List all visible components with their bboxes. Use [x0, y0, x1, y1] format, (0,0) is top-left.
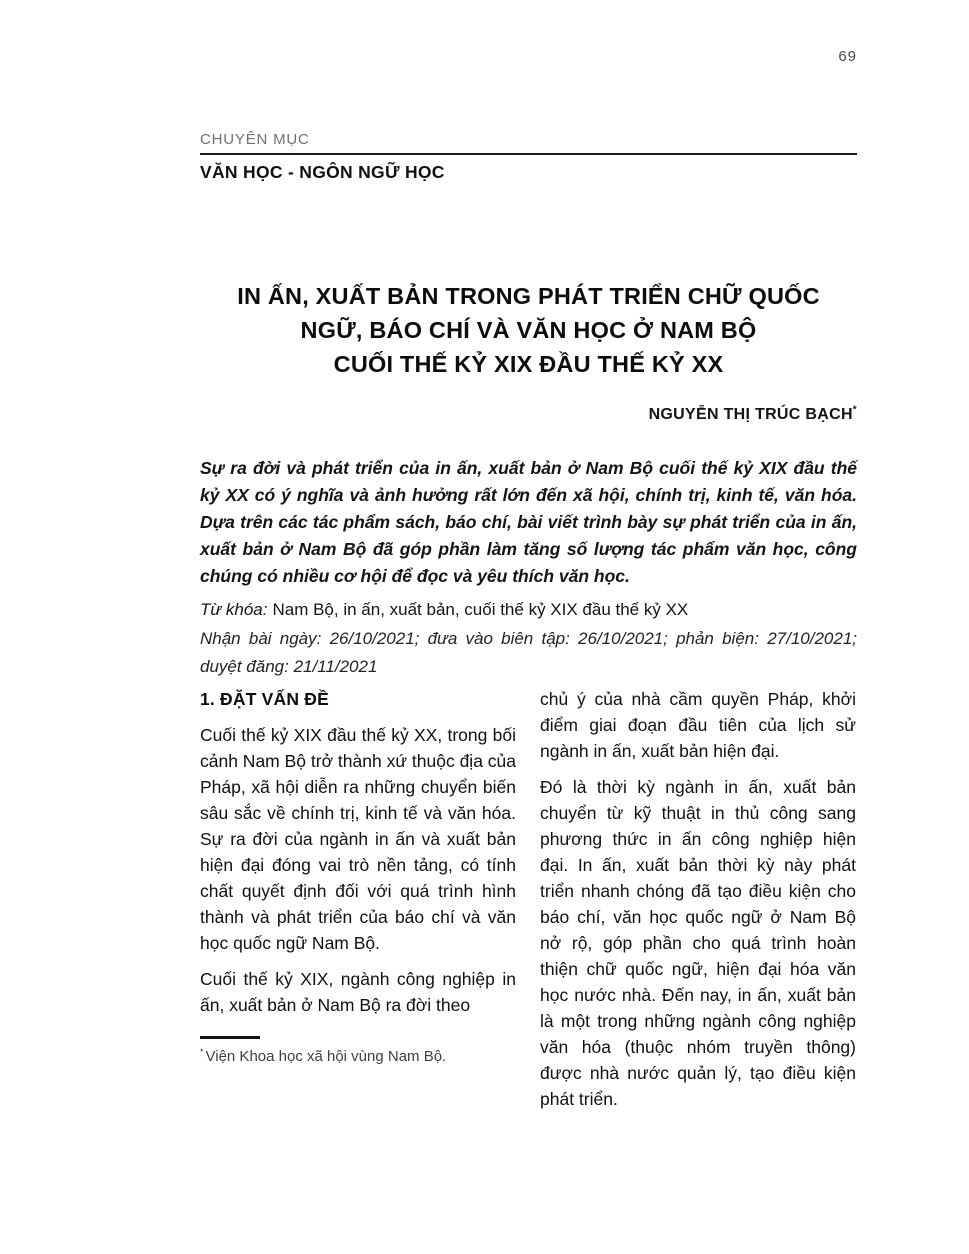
abstract-paragraph: Sự ra đời và phát triển của in ấn, xuất bản ở Nam Bộ cuối thế kỷ XIX đầu thế kỷ XX có ý nghĩa và ảnh hưởng rất lớn đến xã hội, chính trị, kinh tế, văn hóa. Dựa trên các tác phẩm sách, báo chí, bài viết trình bày sự phát triển của in ấn, xuất bản ở Nam Bộ đã góp phần làm tăng số lượng tác phẩm văn học, công chúng có nhiều cơ hội để đọc và yêu thích văn học. — [200, 458, 857, 586]
footnote-content: Viện Khoa học xã hội vùng Nam Bộ. — [205, 1048, 447, 1065]
section-1-heading: 1. ĐẶT VẤN ĐỀ — [200, 689, 330, 709]
footnote-text — [200, 1047, 516, 1067]
body-paragraph: Cuối thế kỷ XIX đầu thế kỷ XX, trong bối cảnh Nam Bộ trở thành xứ thuộc địa của Pháp, xã hội diễn ra những chuyển biến sâu sắc về chính trị, kinh tế và văn hóa. Sự ra đời của ngành in ấn và xuất bản hiện đại đóng vai trò nền tảng, có tính chất quyết định đối với quá trình hình thành và phát triển của báo chí và văn học quốc ngữ Nam Bộ. — [200, 725, 516, 953]
article-title-line-2: NGỮ, BÁO CHÍ VÀ VĂN HỌC Ở NAM BỘ — [300, 317, 757, 343]
body-columns — [200, 686, 857, 1122]
journal-header — [200, 131, 857, 183]
section-label: CHUYÊN MỤC — [200, 131, 857, 155]
article-title-line-1: IN ẤN, XUẤT BẢN TRONG PHÁT TRIỂN CHỮ QUỐC — [237, 283, 820, 309]
submission-dates: Nhận bài ngày: 26/10/2021; đưa vào biên tập: 26/10/2021; phản biện: 27/10/2021; duyệt đăng: 21/11/2021 — [200, 629, 857, 676]
author-footnote-mark: * — [852, 404, 857, 416]
footnote-separator — [200, 1036, 260, 1039]
footnote-mark: * — [200, 1047, 204, 1057]
section-title: VĂN HỌC - NGÔN NGỮ HỌC — [200, 162, 445, 182]
keywords-label: Từ khóa: — [200, 600, 268, 619]
body-paragraph: chủ ý của nhà cầm quyền Pháp, khởi điểm giai đoạn đầu tiên của lịch sử ngành in ấn, xuất bản hiện đại. — [540, 689, 856, 761]
right-column — [540, 686, 856, 1122]
article-title — [200, 279, 857, 381]
author-name: NGUYỄN THỊ TRÚC BẠCH — [648, 406, 853, 423]
article-title-line-3: CUỐI THẾ KỶ XIX ĐẦU THẾ KỶ XX — [333, 351, 724, 377]
footnote-block — [200, 1036, 516, 1067]
page-number: 69 — [838, 48, 857, 65]
page-content — [200, 0, 857, 1254]
keywords-text: Nam Bộ, in ấn, xuất bản, cuối thế kỷ XIX đầu thế kỷ XX — [272, 600, 689, 619]
body-paragraph: Cuối thế kỷ XIX, ngành công nghiệp in ấn, xuất bản ở Nam Bộ ra đời theo — [200, 969, 516, 1015]
keywords-line — [200, 597, 857, 623]
body-paragraph: Đó là thời kỳ ngành in ấn, xuất bản chuyển từ kỹ thuật in thủ công sang phương thức in ấn công nghiệp hiện đại. In ấn, xuất bản thời kỳ này phát triển nhanh chóng đã tạo điều kiện cho báo chí, văn học quốc ngữ ở Nam Bộ nở rộ, góp phần cho quá trình hoàn thiện chữ quốc ngữ, hiện đại hóa văn học nước nhà. Đến nay, in ấn, xuất bản là một trong những ngành công nghiệp văn hóa (thuộc nhóm truyền thông) được nhà nước quản lý, tạo điều kiện phát triển. — [540, 777, 856, 1109]
left-column — [200, 686, 516, 1122]
author-line — [200, 406, 857, 424]
